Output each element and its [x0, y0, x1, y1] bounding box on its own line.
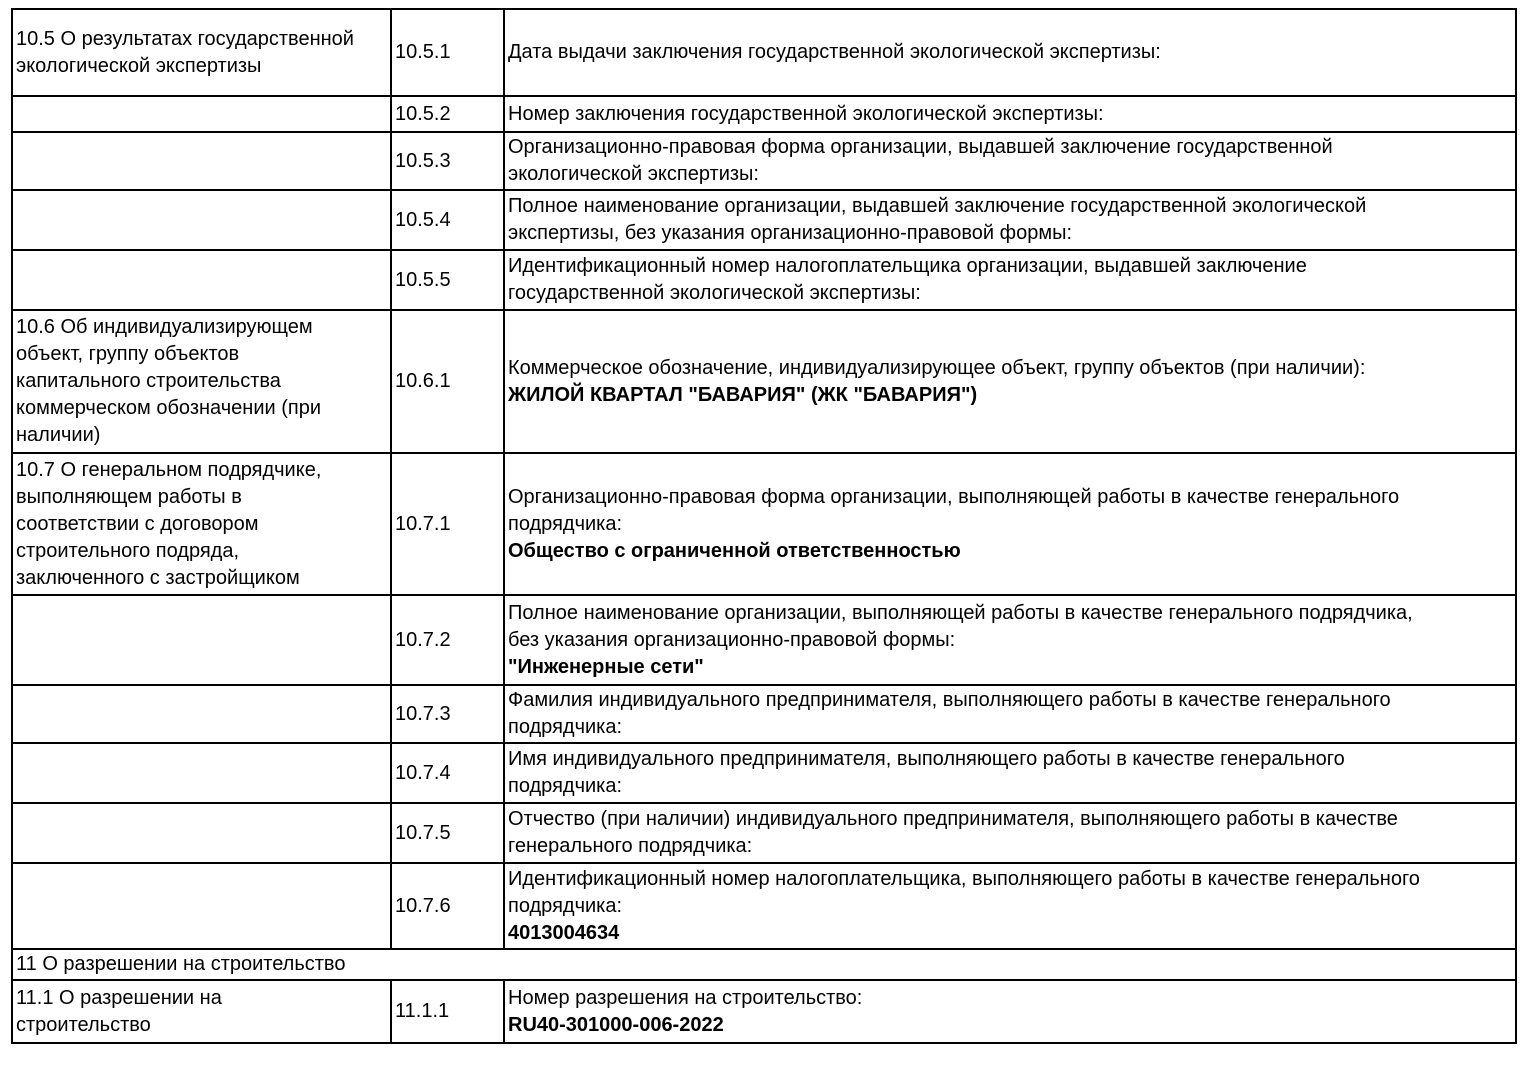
description-cell — [504, 863, 1516, 949]
table-row — [12, 685, 1516, 743]
table-row — [12, 863, 1516, 949]
description-cell — [504, 453, 1516, 595]
field-label: Номер заключения государственной экологической экспертизы: — [508, 102, 1104, 125]
field-label: Номер разрешения на строительство: — [508, 986, 863, 1009]
item-number: 10.5.2 — [395, 102, 451, 125]
field-label: Организационно-правовая форма организации, выдавшей заключение государственной экологической экспертизы: — [508, 136, 1333, 185]
field-value: ЖИЛОЙ КВАРТАЛ "БАВАРИЯ" (ЖК "БАВАРИЯ") — [508, 383, 978, 406]
section-label: 10.6 Об индивидуализирующем объект, группу объектов капитального строительства коммерческом обозначении (при наличии) — [16, 316, 321, 446]
description-cell — [504, 803, 1516, 863]
section-cell — [12, 9, 391, 96]
item-number: 10.5.5 — [395, 268, 451, 291]
item-number-cell — [391, 310, 504, 453]
section-cell — [12, 96, 391, 132]
description-cell — [504, 743, 1516, 803]
table-row — [12, 949, 1516, 980]
section-cell — [12, 743, 391, 803]
item-number: 10.7.1 — [395, 512, 451, 535]
item-number: 10.5.3 — [395, 149, 451, 172]
table-row — [12, 453, 1516, 595]
item-number: 10.7.2 — [395, 628, 451, 651]
item-number-cell — [391, 190, 504, 250]
description-cell — [504, 980, 1516, 1043]
field-label: Отчество (при наличии) индивидуального предпринимателя, выполняющего работы в качестве генерального подрядчика: — [508, 808, 1398, 857]
item-number: 10.5.1 — [395, 41, 451, 63]
item-number-cell — [391, 132, 504, 190]
field-label: Идентификационный номер налогоплательщика организации, выдавшей заключение государственной экологической экспертизы: — [508, 255, 1307, 304]
table-row — [12, 595, 1516, 685]
description-cell — [504, 310, 1516, 453]
field-label: Полное наименование организации, выдавшей заключение государственной экологической экспертизы, без указания организационно-правовой формы: — [508, 195, 1367, 244]
section-cell — [12, 453, 391, 595]
description-cell — [504, 190, 1516, 250]
item-number: 11.1.1 — [395, 1000, 450, 1022]
table-row — [12, 96, 1516, 132]
section-label: 10.7 О генеральном подрядчике, выполняющем работы в соответствии с договором строительного подряда, заключенного с застройщиком — [16, 458, 322, 589]
item-number-cell — [391, 980, 504, 1043]
section-cell — [12, 685, 391, 743]
table-row — [12, 980, 1516, 1043]
table-row — [12, 132, 1516, 190]
table-row — [12, 743, 1516, 803]
section-cell — [12, 863, 391, 949]
description-cell — [504, 132, 1516, 190]
description-cell — [504, 96, 1516, 132]
section-cell — [12, 190, 391, 250]
item-number-cell — [391, 96, 504, 132]
table-row — [12, 310, 1516, 453]
description-cell — [504, 595, 1516, 685]
field-value: Общество с ограниченной ответственностью — [508, 539, 961, 562]
section-cell — [12, 595, 391, 685]
item-number-cell — [391, 743, 504, 803]
item-number-cell — [391, 863, 504, 949]
table-row — [12, 250, 1516, 310]
field-label: Организационно-правовая форма организации, выполняющей работы в качестве генерального подрядчика: — [508, 485, 1400, 535]
table-row — [12, 190, 1516, 250]
field-label: Имя индивидуального предпринимателя, выполняющего работы в качестве генерального подрядчика: — [508, 748, 1345, 797]
item-number-cell — [391, 803, 504, 863]
section-cell — [12, 803, 391, 863]
item-number-cell — [391, 595, 504, 685]
item-number-cell — [391, 453, 504, 595]
declaration-table — [11, 8, 1517, 1044]
item-number: 10.7.5 — [395, 821, 451, 844]
description-cell — [504, 685, 1516, 743]
section-cell — [12, 980, 391, 1043]
section-label: 11.1 О разрешении на строительство — [16, 986, 222, 1036]
field-label: Идентификационный номер налогоплательщика, выполняющего работы в качестве генерального подрядчика: — [508, 867, 1420, 917]
item-number: 10.7.4 — [395, 761, 451, 784]
item-number-cell — [391, 250, 504, 310]
section-cell — [12, 250, 391, 310]
table-row — [12, 9, 1516, 96]
section-cell — [12, 310, 391, 453]
item-number-cell — [391, 9, 504, 96]
item-number-cell — [391, 685, 504, 743]
field-value: 4013004634 — [508, 921, 620, 944]
field-label: Полное наименование организации, выполняющей работы в качестве генерального подрядчика, без указания организационно-правовой формы: — [508, 601, 1413, 651]
field-value: "Инженерные сети" — [508, 655, 704, 678]
description-cell — [504, 9, 1516, 96]
description-cell — [504, 250, 1516, 310]
field-label: Фамилия индивидуального предпринимателя, выполняющего работы в качестве генерального подрядчика: — [508, 689, 1391, 738]
section-label: 10.5 О результатах государственной экологической экспертизы — [16, 27, 354, 77]
item-number: 10.7.6 — [395, 894, 451, 917]
item-number: 10.5.4 — [395, 208, 451, 231]
section-cell — [12, 132, 391, 190]
item-number: 10.7.3 — [395, 702, 451, 725]
field-label: Дата выдачи заключения государственной экологической экспертизы: — [508, 41, 1161, 63]
field-label: Коммерческое обозначение, индивидуализирующее объект, группу объектов (при наличии): — [508, 356, 1366, 379]
section-span-cell — [12, 949, 1516, 980]
section-label: 11 О разрешении на строительство — [16, 953, 346, 975]
table-row — [12, 803, 1516, 863]
item-number: 10.6.1 — [395, 370, 451, 392]
field-value: RU40-301000-006-2022 — [508, 1013, 724, 1036]
